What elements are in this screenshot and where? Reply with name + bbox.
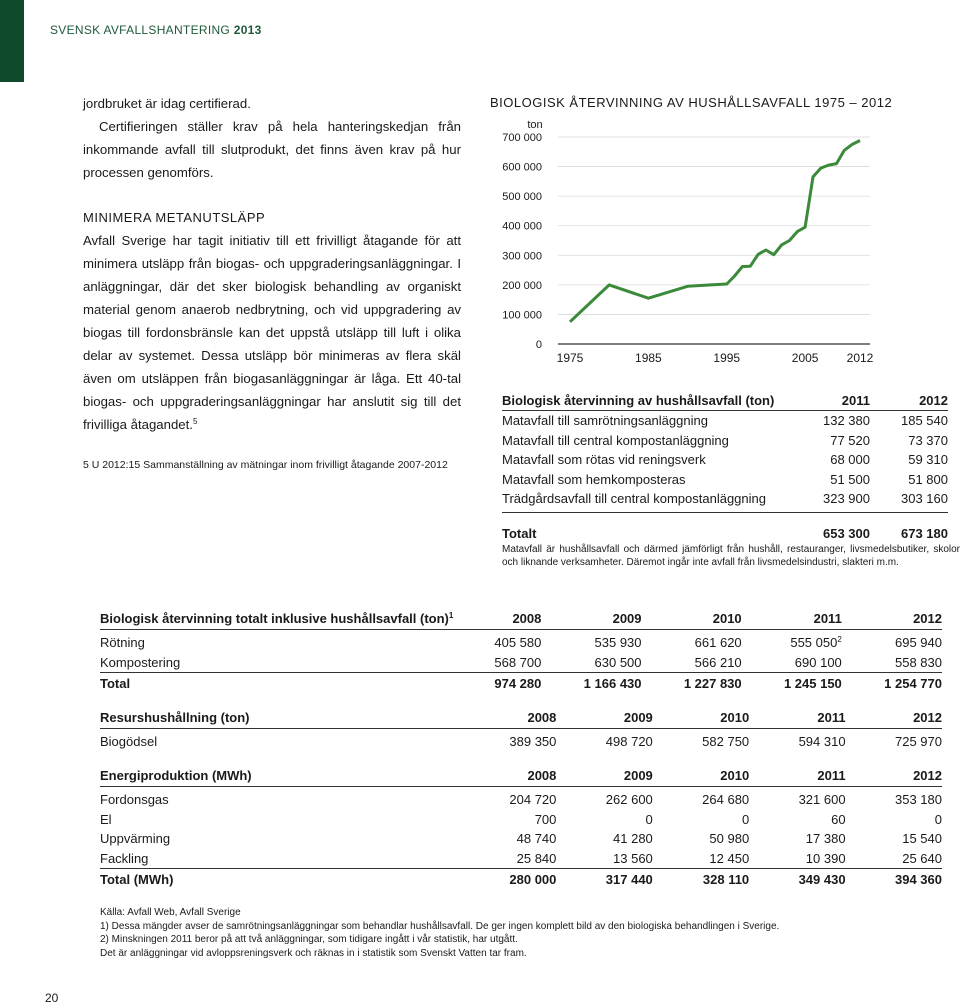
cell-value: 353 180 [895,792,942,808]
x-tick-label: 1985 [635,351,662,365]
cell-value: 77 520 [830,432,870,448]
header-cell: 2010 [642,608,742,630]
y-axis-title: ton [527,119,543,131]
header-cell: 2009 [541,608,641,630]
footnote-ref: 5 [192,417,198,426]
left-text-column [83,92,461,472]
row-label: Trädgårdsavfall till central kompostanläggning [502,491,766,507]
row-label: Matavfall till central kompostanläggning [502,432,729,448]
total-label: Total (MWh) [100,872,174,887]
row-label: Uppvärming [100,831,171,847]
header-cell: 2012 [846,707,942,729]
cell-value: 303 160 [901,491,948,507]
cell-value: 204 720 [509,792,557,808]
series-line [570,141,860,322]
cell-value [742,630,842,653]
header-text: Biologisk återvinning totalt inklusive hushållsavfall (ton) [100,611,449,626]
row-label: Fackling [100,849,460,869]
page-number: 20 [45,991,59,1005]
table-row [502,411,948,431]
cell-value: 25 840 [460,849,556,869]
cell-value: 0 [741,811,750,827]
header-cell: 2012 [846,765,942,787]
total-value: 349 430 [798,872,846,887]
table-row [100,653,942,673]
cell-value: 262 600 [605,792,653,808]
cell-value: 13 560 [556,849,652,869]
total-value: 317 440 [605,872,653,887]
cell-value: 59 310 [908,452,948,468]
table-row [502,470,948,490]
paragraph-3-text: Avfall Sverige har tagit initiativ till ett frivilligt åtagande för att minimera utsläpp från biogas- och uppgraderingsanläggningar. I anläggningar, där det sker biologisk behandling av organiskt material genom anaerob nedbrytning, och vid uppgradering av biogas till fordonsbränsle kan det uppstå utsläpp till luft i olika delar av systemet. Dessa utsläpp bör minimeras av flera skäl även om utsläppen från biogasanläggningar är låga. Ett 40-tal biogas- och uppgraderingsanläggningar har anslutit sig till det frivilliga åtagandet. [83,233,461,432]
chart-title: BIOLOGISK ÅTERVINNING AV HUSHÅLLSAVFALL 1975 – 2012 [490,95,893,110]
table-energy-production [100,765,942,890]
x-tick-label: 2005 [791,351,819,365]
cell-value: 132 380 [823,413,870,429]
total-value: 974 280 [494,676,542,691]
y-tick-label: 0 [535,339,542,351]
cell-value: 535 930 [594,635,642,651]
total-value: 1 227 830 [683,676,742,691]
row-label: Matavfall som rötas vid reningsverk [502,452,706,468]
table-header-row [100,707,942,729]
cell-value: 389 350 [509,734,557,750]
table-household-recycling [502,390,948,541]
row-label: Matavfall som hemkomposteras [502,471,686,487]
paragraph-1: jordbruket är idag certifierad. [83,96,251,111]
cell-value: 690 100 [742,653,842,673]
cell-value: 725 970 [895,734,942,750]
y-tick-label: 300 000 [502,250,542,263]
source-line: 1) Dessa mängder avser de samrötningsanläggningar som behandlar hushållsavfall. De ger ingen komplett bild av den biologiska behandlingen i Sverige. [100,920,780,932]
total-value: 673 180 [901,525,948,541]
cell-value: 51 500 [830,471,870,487]
header-cell: 2008 [460,608,541,630]
table-row [100,630,942,653]
table-row [100,810,942,830]
cell-value: 568 700 [460,653,541,673]
header-cell: 2011 [742,608,842,630]
row-label: Rötning [100,635,145,651]
cell-value: 321 600 [798,792,846,808]
y-tick-label: 100 000 [502,309,542,322]
cell-value: 264 680 [702,792,750,808]
cell-text: 555 050 [790,635,838,651]
total-value: 653 300 [823,525,870,541]
table-header-row [100,608,942,630]
total-value: 328 110 [702,872,750,887]
cell-value: 17 380 [805,831,846,847]
cell-value: 48 740 [516,831,557,847]
table-total-biological-recycling [100,608,942,694]
x-tick-label: 1995 [713,351,741,365]
cell-value: 185 540 [901,413,948,429]
table-row [502,431,948,451]
cell-value: 323 900 [823,491,870,507]
cell-value: 630 500 [541,653,641,673]
row-label: Biogödsel [100,734,158,750]
footnote: 5 U 2012:15 Sammanställning av mätningar inom frivilligt åtagande 2007-2012 [83,459,448,471]
cell-value: 10 390 [749,849,845,869]
footnote-ref: 2 [837,635,842,645]
cell-value: 73 370 [908,432,948,448]
total-value: 394 360 [895,872,942,887]
total-label: Total [100,676,131,691]
table-row [100,829,942,849]
x-axis-labels [557,351,874,365]
header-cell: 2008 [460,707,556,729]
table-row [100,787,942,810]
cell-value: 405 580 [494,635,542,651]
header-cell: 2012 [842,608,942,630]
cell-value: 25 640 [846,849,942,869]
cell-value: 50 980 [709,831,750,847]
source-line: 2) Minskningen 2011 beror på att två anläggningar, som tidigare ingått i vår statistik, har utgått. [100,934,518,945]
header-cell: 2011 [749,707,845,729]
table-row [502,489,948,509]
paragraph-2: Certifieringen ställer krav på hela hanteringskedjan från inkommande avfall till slutprodukt, det finns även krav på hur processen genomförs. [83,119,461,180]
y-axis-labels [502,132,542,351]
source-line: Det är anläggningar vid avloppsreningsverk och räknas in i statistik som Svenskt Vatten tar fram. [100,947,527,959]
table-row [100,729,942,752]
header-cell: 2010 [653,707,749,729]
cell-value: 60 [831,811,846,827]
table-row [502,450,948,470]
table-total-row [502,512,948,541]
header-cell: 2010 [653,765,749,787]
cell-value: 566 210 [642,653,742,673]
row-label: Fordonsgas [100,792,169,808]
header-cell: 2008 [460,765,556,787]
total-label: Totalt [502,525,537,541]
header-cell: 2009 [556,707,652,729]
cell-value: 12 450 [653,849,749,869]
table-total-row [100,673,942,695]
footnote-ref: 1 [448,611,454,620]
y-tick-label: 500 000 [502,191,542,204]
cell-value: 0 [934,811,942,827]
cell-value: 68 000 [830,452,870,468]
cell-value: 51 800 [908,471,948,487]
header-cell: Biologisk återvinning av hushållsavfall (ton) [502,390,792,411]
total-value: 280 000 [509,872,557,887]
cell-value: 594 310 [798,734,846,750]
table-header-row [502,390,948,411]
sources-notes [100,906,940,960]
table-resource-management [100,707,942,752]
cell-value: 582 750 [702,734,750,750]
header-cell: 2011 [792,390,870,411]
cell-value: 0 [645,811,653,827]
header-year: 2013 [233,23,262,37]
cell-value: 661 620 [694,635,742,651]
total-value: 1 245 150 [783,676,842,691]
row-label: Matavfall till samrötningsanläggning [502,413,708,429]
running-header [50,23,262,37]
header-cell [100,608,460,630]
source-line: Källa: Avfall Web, Avfall Sverige [100,907,241,918]
cell-value: 498 720 [605,734,653,750]
cell-value: 558 830 [842,653,942,673]
row-label: Kompostering [100,653,460,673]
green-corner-bar [0,0,24,82]
paragraph-3 [83,229,461,436]
total-value: 1 166 430 [583,676,642,691]
cell-value: 700 [534,811,557,827]
table-note: Matavfall är hushållsavfall och därmed jämförligt från hushåll, restauranger, livsmedelsbutiker, skolor och liknande verksamheter. Däremot ingår inte avfall från livsmedelsindustri, slakteri m.m. [502,544,960,568]
line-chart [490,112,910,374]
cell-value: 695 940 [895,635,942,651]
header-cell: Resurshushållning (ton) [100,707,460,729]
cell-value: 41 280 [613,831,653,847]
x-tick-label: 1975 [556,351,584,365]
total-value: 1 254 770 [884,676,942,691]
header-cell: Energiproduktion (MWh) [100,765,460,787]
table-row [100,849,942,869]
y-tick-label: 400 000 [502,220,542,233]
header-cell: 2009 [556,765,652,787]
header-prefix: SVENSK AVFALLSHANTERING [50,23,231,37]
y-tick-label: 600 000 [502,161,542,174]
cell-value: 15 540 [902,831,942,847]
row-label: El [100,811,112,827]
table-total-row [100,869,942,891]
header-cell: 2012 [870,390,948,411]
y-tick-label: 200 000 [502,279,542,292]
section-heading: MINIMERA METANUTSLÄPP [83,210,266,225]
x-tick-label: 2012 [846,351,874,365]
y-tick-label: 700 000 [502,132,542,144]
header-cell: 2011 [749,765,845,787]
table-header-row [100,765,942,787]
